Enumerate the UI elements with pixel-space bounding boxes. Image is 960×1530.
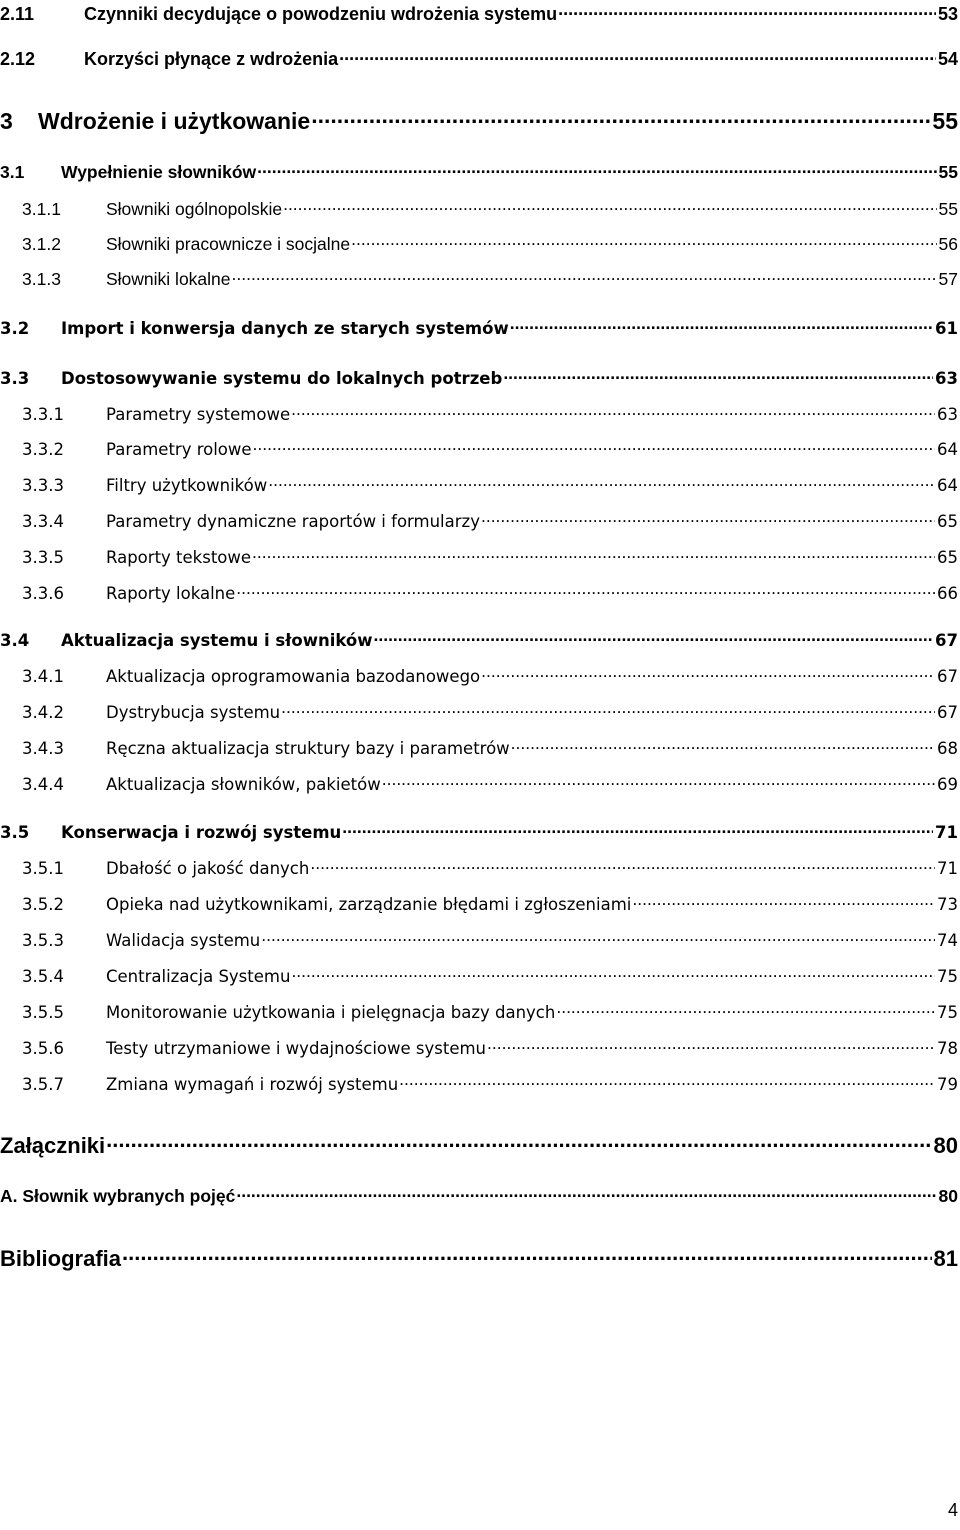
toc-entry[interactable] xyxy=(0,197,958,220)
toc-dot-leader xyxy=(487,1036,935,1054)
toc-entry[interactable] xyxy=(0,160,958,183)
toc-dot-leader xyxy=(339,47,936,65)
toc-dot-leader xyxy=(236,1184,936,1202)
toc-entry-title: Zmiana wymagań i rozwój systemu xyxy=(106,1074,399,1094)
toc-entry-page: 67 xyxy=(937,666,958,686)
toc-entry-title: Czynniki decydujące o powodzeniu wdrożenia systemu xyxy=(84,4,558,24)
toc-entry-page: 61 xyxy=(935,318,958,338)
toc-entry[interactable] xyxy=(0,664,958,686)
toc-entry-title: Dbałość o jakość danych xyxy=(106,858,310,878)
toc-dot-leader xyxy=(382,772,935,790)
toc-entry-number: 3.1.3 xyxy=(22,268,61,289)
toc-entry-page: 80 xyxy=(933,1133,958,1158)
toc-entry-page: 55 xyxy=(938,161,958,182)
toc-entry-page: 71 xyxy=(937,858,958,878)
toc-entry[interactable] xyxy=(0,267,958,290)
toc-entry-page: 66 xyxy=(937,583,958,603)
toc-entry-title: Wypełnienie słowników xyxy=(61,161,257,182)
toc-entry-page: 55 xyxy=(932,108,958,134)
toc-dot-leader xyxy=(232,267,937,285)
toc-entry-page: 56 xyxy=(938,233,958,254)
toc-dot-leader xyxy=(510,316,933,334)
toc-entry-title: Walidacja systemu xyxy=(106,930,261,950)
toc-entry-title: Korzyści płynące z wdrożenia xyxy=(84,49,339,69)
toc-entry-title: Dystrybucja systemu xyxy=(106,702,281,722)
toc-dot-leader xyxy=(106,1131,931,1153)
toc-dot-leader xyxy=(236,581,935,599)
toc-entry[interactable] xyxy=(0,106,958,135)
toc-dot-leader xyxy=(283,197,936,215)
toc-entry-title: Centralizacja Systemu xyxy=(106,966,291,986)
toc-entry-number: 3.5.7 xyxy=(22,1074,64,1094)
toc-entry-title: Raporty lokalne xyxy=(106,583,236,603)
toc-entry-page: 63 xyxy=(937,404,958,424)
toc-entry-number: 3 xyxy=(0,108,13,134)
toc-entry[interactable] xyxy=(0,892,958,914)
toc-dot-leader xyxy=(511,736,935,754)
toc-entry[interactable] xyxy=(0,1131,958,1159)
toc-entry-title: Monitorowanie użytkowania i pielęgnacja bazy danych xyxy=(106,1002,556,1022)
toc-entry-title: Testy utrzymaniowe i wydajnościowe systemu xyxy=(106,1038,487,1058)
toc-entry-number: 2.11 xyxy=(0,4,35,24)
toc-dot-leader xyxy=(558,2,936,20)
toc-entry-title: Bibliografia xyxy=(0,1246,122,1271)
toc-dot-leader xyxy=(632,892,935,910)
toc-entry-title: Słowniki ogólnopolskie xyxy=(106,198,283,219)
toc-entry-number: 3.3.3 xyxy=(22,475,64,495)
toc-entry-page: 67 xyxy=(937,702,958,722)
toc-entry-page: 80 xyxy=(938,1185,958,1206)
toc-entry[interactable] xyxy=(0,1000,958,1022)
toc-entry[interactable] xyxy=(0,772,958,794)
toc-entry-number: 3.3.6 xyxy=(22,583,64,603)
toc-entry-title: Opieka nad użytkownikami, zarządzanie błędami i zgłoszeniami xyxy=(106,894,632,914)
toc-entry-page: 54 xyxy=(937,49,958,69)
toc-entry-title: A. Słownik wybranych pojęć xyxy=(0,1185,236,1206)
toc-entry-number: 3.5.5 xyxy=(22,1002,64,1022)
toc-entry[interactable] xyxy=(0,2,958,25)
toc-dot-leader xyxy=(257,160,936,178)
toc-dot-leader xyxy=(291,402,935,420)
toc-dot-leader xyxy=(373,628,933,646)
toc-entry-title: Słowniki lokalne xyxy=(106,268,231,289)
toc-entry-title: Aktualizacja oprogramowania bazodanowego xyxy=(106,666,481,686)
toc-entry-title: Słowniki pracownicze i socjalne xyxy=(106,233,351,254)
toc-entry-number: 3.5.2 xyxy=(22,894,64,914)
toc-entry[interactable] xyxy=(0,47,958,70)
toc-entry-page: 74 xyxy=(937,930,958,950)
toc-dot-leader xyxy=(253,437,935,455)
toc-entry-title: Ręczna aktualizacja struktury bazy i parametrów xyxy=(106,738,510,758)
toc-entry-number: 3.3.2 xyxy=(22,439,64,459)
toc-dot-leader xyxy=(556,1000,935,1018)
toc-entry-title: Dostosowywanie systemu do lokalnych potrzeb xyxy=(61,368,503,388)
toc-entry-number: 3.5 xyxy=(0,822,30,842)
toc-entry-number: 3.5.3 xyxy=(22,930,64,950)
toc-entry[interactable] xyxy=(0,1184,958,1207)
toc-entry[interactable] xyxy=(0,628,958,650)
toc-entry-title: Załączniki xyxy=(0,1133,106,1158)
toc-entry[interactable] xyxy=(0,581,958,603)
toc-dot-leader xyxy=(252,545,935,563)
toc-entry-page: 73 xyxy=(937,894,958,914)
toc-entry-page: 69 xyxy=(937,774,958,794)
toc-entry-page: 57 xyxy=(938,268,958,289)
toc-entry-page: 63 xyxy=(935,368,958,388)
toc-entry-title: Wdrożenie i użytkowanie xyxy=(38,108,311,134)
toc-entry[interactable] xyxy=(0,1036,958,1058)
toc-entry-number: 3.3.5 xyxy=(22,547,64,567)
toc-entry-page: 64 xyxy=(937,475,958,495)
toc-entry[interactable] xyxy=(0,964,958,986)
toc-entry-title: Parametry dynamiczne raportów i formularzy xyxy=(106,511,480,531)
toc-entry-number: 3.4.2 xyxy=(22,702,64,722)
toc-entry-number: 2.12 xyxy=(0,49,36,69)
toc-dot-leader xyxy=(503,366,933,384)
toc-entry-number: 3.4 xyxy=(0,630,30,650)
toc-entry[interactable] xyxy=(0,545,958,567)
toc-entry[interactable] xyxy=(0,1072,958,1094)
toc-entry-page: 78 xyxy=(937,1038,958,1058)
toc-entry-title: Raporty tekstowe xyxy=(106,547,252,567)
toc-dot-leader xyxy=(291,964,935,982)
toc-entry-title: Parametry rolowe xyxy=(106,439,252,459)
toc-entry-page: 55 xyxy=(938,198,958,219)
toc-entry-number: 3.1 xyxy=(0,161,25,182)
toc-entry[interactable] xyxy=(0,928,958,950)
toc-entry-page: 65 xyxy=(937,511,958,531)
toc-dot-leader xyxy=(399,1072,935,1090)
toc-entry-number: 3.1.2 xyxy=(22,233,61,254)
toc-dot-leader xyxy=(310,856,935,874)
toc-entry-title: Aktualizacja słowników, pakietów xyxy=(106,774,381,794)
toc-entry-title: Konserwacja i rozwój systemu xyxy=(61,822,342,842)
toc-entry[interactable] xyxy=(0,316,958,338)
toc-dot-leader xyxy=(311,106,930,129)
toc-entry-title: Filtry użytkowników xyxy=(106,475,268,495)
toc-entry-title: Aktualizacja systemu i słowników xyxy=(61,630,373,650)
toc-dot-leader xyxy=(261,928,935,946)
toc-entry[interactable] xyxy=(0,1244,958,1272)
toc-entry-number: 3.1.1 xyxy=(22,198,61,219)
toc-entry[interactable] xyxy=(0,232,958,255)
page-number: 4 xyxy=(947,1500,958,1520)
toc-entry-page: 53 xyxy=(937,4,958,24)
toc-entry-page: 65 xyxy=(937,547,958,567)
toc-entry-page: 81 xyxy=(933,1246,958,1271)
toc-dot-leader xyxy=(481,509,935,527)
toc-entry[interactable] xyxy=(0,402,958,424)
toc-entry[interactable] xyxy=(0,736,958,758)
toc-entry-page: 71 xyxy=(935,822,958,842)
toc-entry-page: 75 xyxy=(937,966,958,986)
toc-entry-page: 79 xyxy=(937,1074,958,1094)
toc-entry[interactable] xyxy=(0,820,958,842)
toc-entry-number: 3.5.1 xyxy=(22,858,64,878)
toc-entry[interactable] xyxy=(0,437,958,459)
toc-entry-number: 3.3.4 xyxy=(22,511,64,531)
toc-entry[interactable] xyxy=(0,366,958,388)
toc-entry-title: Parametry systemowe xyxy=(106,404,291,424)
toc-dot-leader xyxy=(481,664,935,682)
toc-entry-page: 68 xyxy=(937,738,958,758)
toc-entry-page: 67 xyxy=(935,630,958,650)
toc-entry[interactable] xyxy=(0,473,958,495)
toc-dot-leader xyxy=(122,1244,932,1266)
toc-entry-number: 3.4.3 xyxy=(22,738,64,758)
toc-dot-leader xyxy=(351,232,936,250)
toc-entry-number: 3.3 xyxy=(0,368,30,388)
toc-entry-page: 64 xyxy=(937,439,958,459)
toc-entry-number: 3.4.4 xyxy=(22,774,64,794)
toc-entry-number: 3.2 xyxy=(0,318,30,338)
toc-entry-number: 3.5.6 xyxy=(22,1038,64,1058)
toc-entry[interactable] xyxy=(0,856,958,878)
toc-dot-leader xyxy=(281,700,935,718)
toc-dot-leader xyxy=(342,820,933,838)
toc-entry[interactable] xyxy=(0,509,958,531)
toc-dot-leader xyxy=(268,473,935,491)
toc-entry-page: 75 xyxy=(937,1002,958,1022)
toc-entry-number: 3.5.4 xyxy=(22,966,64,986)
toc-entry-number: 3.3.1 xyxy=(22,404,64,424)
toc-entry-title: Import i konwersja danych ze starych systemów xyxy=(61,318,509,338)
toc-entry[interactable] xyxy=(0,700,958,722)
toc-entry-number: 3.4.1 xyxy=(22,666,64,686)
